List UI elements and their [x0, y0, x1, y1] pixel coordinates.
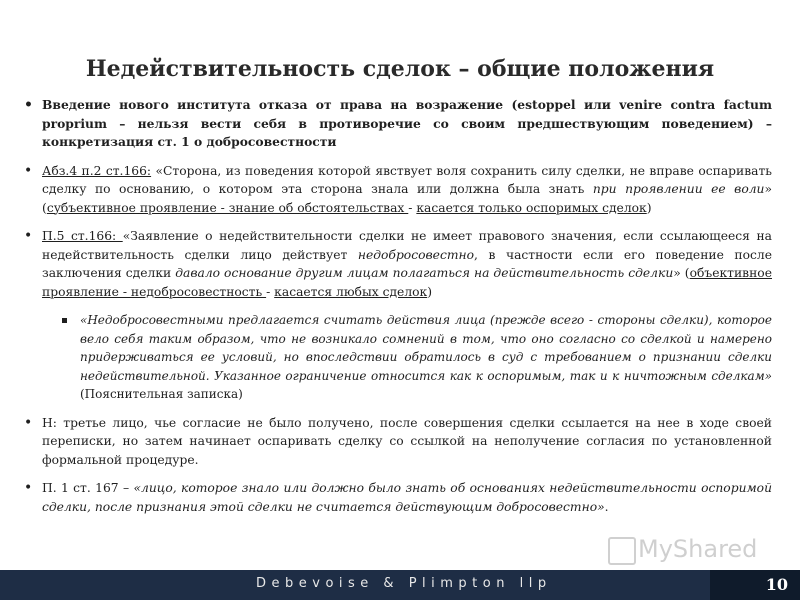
note-scope: касается любых сделок — [274, 284, 428, 299]
note-subjective: субъективное проявление - знание об обстоятельствах — [46, 200, 409, 215]
bullet-text: Н: третье лицо, чье согласие не было получено, после совершения сделки ссылается на нее в ходе своей переписки, но затем начинает оспаривать сделку со ссылкой на неполучение согласия по установленной формальной процедуре. — [42, 415, 772, 467]
quote-italic-2: давало основание другим лицам полагаться на действительность сделки — [175, 266, 674, 280]
watermark — [608, 535, 768, 565]
quote-text: «Сторона, из поведения которой явствует воля сохранить силу сделки, не вправе оспаривать сделку по основанию, о котором эта сторона знала или должна была знать — [42, 163, 772, 196]
explanatory-source: (Пояснительная записка) — [80, 387, 243, 401]
article-reference: П.5 ст.166: — [42, 229, 123, 243]
quote-text: «Заявление о недействительности сделки не имеет правового значения, если ссылающееся на недействительность сделки лицо действует — [42, 229, 772, 262]
square-bullet-icon — [62, 318, 67, 323]
bullet-estoppel — [24, 96, 772, 152]
quote-italic: недобросовестно — [357, 247, 474, 262]
slide-body — [24, 96, 772, 526]
note-dash: - — [266, 284, 275, 299]
note-dash: - — [408, 200, 417, 215]
page-number-box — [710, 570, 800, 600]
footer-bar — [0, 570, 800, 600]
bullet-art167 — [24, 479, 772, 516]
article-reference: Абз.4 п.2 ст.166: — [42, 163, 152, 178]
bullet-art166-p2 — [24, 162, 772, 218]
myshared-logo-icon — [608, 537, 636, 565]
note-scope: касается только оспоримых сделок — [416, 200, 647, 215]
page-title: Недействительность сделок – общие положения — [85, 56, 715, 82]
bullet-dot-icon: • — [24, 480, 33, 496]
note-objective: объективное проявление - недобросовестность — [42, 266, 772, 299]
explanatory-quote: «Недобросовестными предлагается считать действия лица (прежде всего - стороны сделки), которое вело себя таким образом, что не возникало сомнений в том, что оно согласно со сделкой и намерено придерживаться ее условий, но впоследствии обратилось в суд с требованием о признании сделки недействительной. Указанное ограничение относится как к оспоримым, так и к ничтожным сделкам» — [80, 313, 772, 383]
quote-close: » ( — [42, 182, 773, 215]
quote-italic: «лицо, которое знало или должно было знать об основаниях недействительности оспоримой сделки, после признания этой сделки не считается действующим добросовестно» — [42, 481, 773, 514]
note-end: ) — [427, 284, 433, 299]
bullet-dot-icon: • — [24, 162, 33, 179]
bullet-dot-icon: • — [24, 414, 33, 431]
page-number: 10 — [765, 575, 788, 594]
quote-end: . — [604, 499, 609, 514]
bullet-art166-p5 — [24, 227, 772, 301]
bullet-example — [24, 414, 772, 470]
sub-bullet-explanatory-note — [24, 311, 772, 404]
bullet-dot-icon: • — [24, 228, 33, 244]
quote-text-2: , в частности если его поведение после заключения сделки — [42, 247, 772, 280]
firm-name: Debevoise & Plimpton llp — [256, 576, 552, 591]
note-end: ) — [646, 200, 652, 215]
quote-close: » ( — [673, 266, 690, 280]
bullet-dot-icon: • — [24, 97, 33, 113]
watermark-text: MyShared — [638, 535, 758, 563]
quote-italic: при проявлении ее воли — [592, 182, 765, 196]
article-reference: П. 1 ст. 167 – — [42, 481, 134, 495]
bullet-text: Введение нового института отказа от права на возражение (estoppel или venire contra factum proprium – нельзя вести себя в противоречие со своим предшествующим поведением) – конкретизация ст. 1 о добросовестности — [42, 97, 772, 149]
